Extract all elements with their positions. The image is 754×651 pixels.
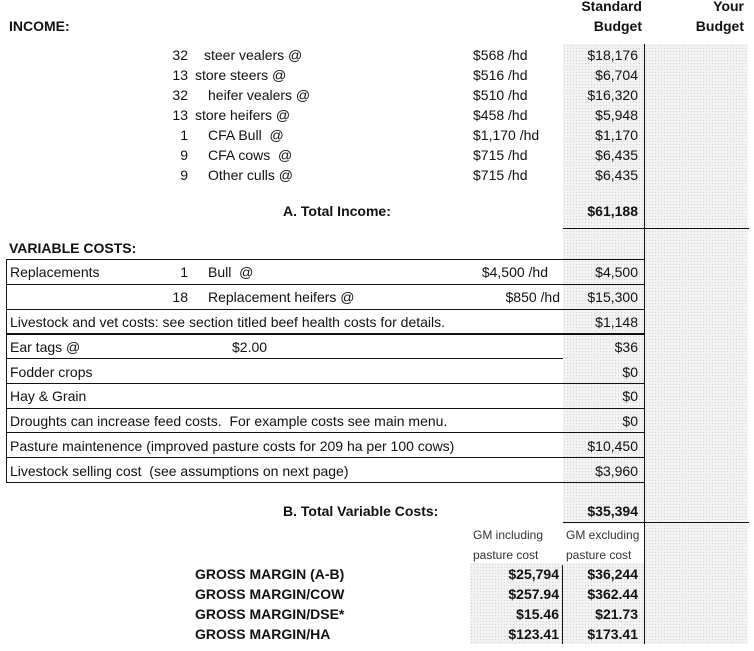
income-price: $1,170 /hd (473, 127, 540, 143)
income-total: $16,320 (587, 87, 638, 103)
income-price: $510 /hd (473, 87, 528, 103)
total-income-value: $61,188 (587, 203, 638, 219)
variable-cost-label: Fodder crops (10, 364, 93, 380)
variable-cost-label: Livestock and vet costs: see section titled beef health costs for details. (10, 314, 446, 330)
income-label: heifer vealers @ (208, 87, 311, 103)
variable-costs-title: VARIABLE COSTS: (9, 240, 137, 256)
gm-excluding-value: $36,244 (587, 566, 638, 582)
gross-margin-label: GROSS MARGIN/COW (195, 586, 345, 602)
standard-budget-divider (644, 44, 645, 644)
income-label: store heifers @ (195, 107, 291, 123)
your-budget-header-2: Budget (695, 18, 744, 34)
ear-tag-price: $2.00 (232, 339, 268, 355)
income-title: INCOME: (9, 18, 70, 34)
row-line (6, 457, 644, 458)
your-budget-column-shade[interactable] (645, 44, 748, 644)
income-qty: 1 (180, 127, 188, 143)
gm-including-value: $25,794 (508, 566, 559, 582)
total-variable-costs-label: B. Total Variable Costs: (283, 503, 439, 519)
income-qty: 32 (172, 47, 188, 63)
total-income-label: A. Total Income: (283, 203, 391, 219)
bull-label: Bull @ (208, 264, 254, 280)
income-total: $5,948 (595, 107, 638, 123)
income-label: store steers @ (195, 67, 287, 83)
variable-cost-total: $10,450 (587, 438, 638, 454)
income-price: $715 /hd (473, 167, 528, 183)
gross-margin-label: GROSS MARGIN/DSE* (195, 606, 345, 622)
gm-including-value: $257.94 (508, 586, 559, 602)
gm-including-value: $123.41 (508, 626, 559, 642)
variable-cost-label: Ear tags @ (10, 339, 81, 355)
standard-budget-header-1: Standard (581, 0, 642, 14)
gm-excluding-value: $21.73 (595, 606, 638, 622)
gm-including-header-1: GM including (473, 528, 544, 542)
gm-excluding-value: $362.44 (587, 586, 638, 602)
gross-margin-label: GROSS MARGIN/HA (195, 626, 331, 642)
variable-cost-total: $0 (622, 413, 638, 429)
gross-margin-label: GROSS MARGIN (A-B) (195, 566, 345, 582)
income-qty: 13 (172, 107, 188, 123)
heifers-total: $15,300 (587, 289, 638, 305)
income-label: CFA cows @ (208, 147, 293, 163)
income-total: $18,176 (587, 47, 638, 63)
variable-costs-left-border (6, 259, 7, 483)
row-line (6, 358, 563, 359)
bull-price: $4,500 /hd (481, 264, 548, 280)
income-total: $1,170 (595, 127, 638, 143)
variable-cost-total: $0 (622, 388, 638, 404)
bull-total: $4,500 (595, 264, 638, 280)
income-label: steer vealers @ (204, 47, 303, 63)
income-price: $715 /hd (473, 147, 528, 163)
gm-excluding-value: $173.41 (587, 626, 638, 642)
income-qty: 9 (180, 147, 188, 163)
gm-including-header-2: pasture cost (473, 548, 539, 562)
variable-cost-total: $36 (614, 339, 638, 355)
income-label: Other culls @ (208, 167, 294, 183)
gm-excluding-header-1: GM excluding (566, 528, 640, 542)
row-line (6, 408, 644, 409)
variable-cost-label: Pasture maintenence (improved pasture costs for 209 ha per 100 cows) (10, 438, 455, 454)
heifers-label: Replacement heifers @ (208, 289, 355, 305)
row-line (6, 309, 644, 310)
row-line (6, 383, 644, 384)
gm-including-value: $15.46 (516, 606, 559, 622)
variable-cost-label: Hay & Grain (10, 388, 87, 404)
income-total: $6,435 (595, 167, 638, 183)
income-label: CFA Bull @ (208, 127, 284, 143)
gm-excluding-header-2: pasture cost (566, 548, 632, 562)
income-price: $568 /hd (473, 47, 528, 63)
variable-cost-total: $0 (622, 364, 638, 380)
bull-qty: 1 (180, 264, 188, 280)
income-price: $458 /hd (473, 107, 528, 123)
variable-cost-label: Droughts can increase feed costs. For example costs see main menu. (10, 413, 448, 429)
total-variable-costs-underline (563, 522, 749, 523)
total-variable-costs-value: $35,394 (587, 503, 638, 519)
variable-cost-total: $3,960 (595, 463, 638, 479)
row-line (6, 482, 644, 483)
income-total: $6,704 (595, 67, 638, 83)
income-qty: 13 (172, 67, 188, 83)
heifers-qty: 18 (172, 289, 188, 305)
income-qty: 9 (180, 167, 188, 183)
row-line (6, 432, 644, 433)
heifers-price: $850 /hd (505, 289, 560, 305)
row-line-thick (6, 333, 644, 335)
income-total: $6,435 (595, 147, 638, 163)
row-line (6, 284, 644, 285)
replacements-label: Replacements (10, 264, 100, 280)
income-price: $516 /hd (473, 67, 528, 83)
variable-cost-total: $1,148 (595, 314, 638, 330)
income-qty: 32 (172, 87, 188, 103)
variable-cost-label: Livestock selling cost (see assumptions on next page) (10, 463, 349, 479)
total-income-underline (563, 228, 749, 229)
your-budget-header-1: Your (713, 0, 744, 14)
standard-budget-header-2: Budget (593, 18, 642, 34)
row-line (6, 259, 644, 260)
